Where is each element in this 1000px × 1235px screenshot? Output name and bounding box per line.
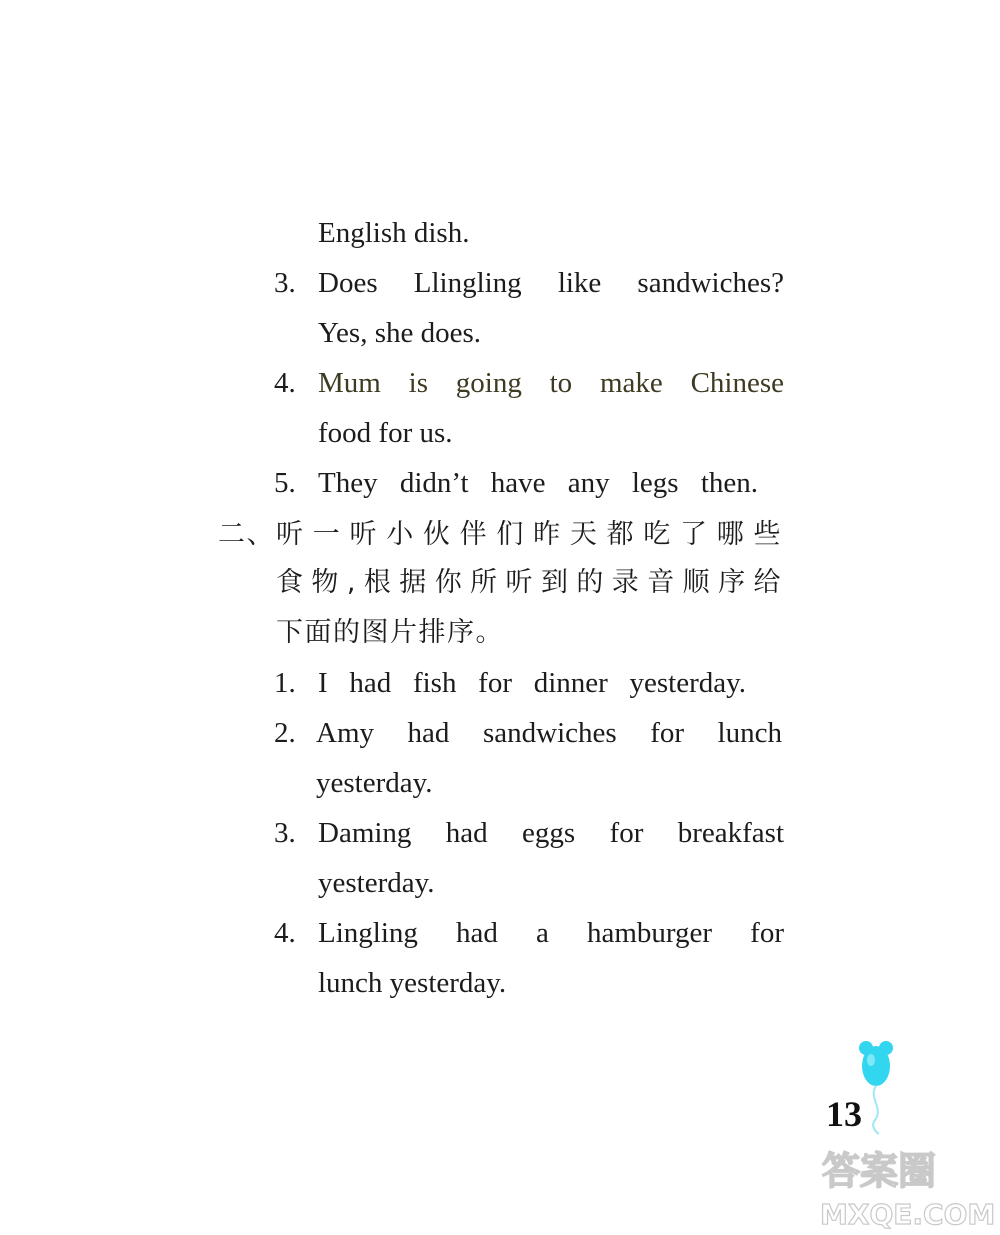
page-number: 13	[826, 1094, 862, 1134]
item-number-4: 4.	[274, 367, 296, 399]
transcript-line-1: I had fish for dinner yesterday.	[318, 667, 746, 699]
section-instruction-line-3: 下面的图片排序。	[276, 617, 504, 648]
item-number-1: 1.	[274, 667, 296, 699]
answer-line-3: Does Llingling like sandwiches?	[318, 267, 784, 299]
section-instruction-line-2: 食物,根据你所听到的录音顺序给	[276, 567, 782, 598]
answer-line-5: They didn’t have any legs then.	[318, 467, 758, 499]
item-number-5: 5.	[274, 467, 296, 499]
answer-line-4: Mum is going to make Chinese	[318, 367, 784, 399]
answer-line-3-reply: Yes, she does.	[318, 317, 482, 349]
item-number-3: 3.	[274, 267, 296, 299]
transcript-line-2: Amy had sandwiches for lunch	[316, 717, 782, 749]
item-number-2: 2.	[274, 717, 296, 749]
watermark-bottom-text: MXQE.COM	[820, 1198, 996, 1231]
answer-line-1-continued: English dish.	[318, 217, 470, 249]
transcript-line-3-continued: yesterday.	[318, 867, 435, 899]
answer-line-4-continued: food for us.	[318, 417, 453, 449]
watermark-top-text: 答案圈	[822, 1149, 937, 1193]
transcript-line-2-continued: yesterday.	[316, 767, 433, 799]
transcript-line-4-continued: lunch yesterday.	[318, 967, 507, 999]
watermark-logo	[818, 1140, 996, 1232]
item-number-3b: 3.	[274, 817, 296, 849]
item-number-4b: 4.	[274, 917, 296, 949]
transcript-line-3: Daming had eggs for breakfast	[318, 817, 784, 849]
section-number: 二、	[218, 519, 275, 550]
transcript-line-4: Lingling had a hamburger for	[318, 917, 784, 949]
section-instruction-line-1: 听一听小伙伴们昨天都吃了哪些	[276, 519, 782, 550]
mouse-icon	[856, 1036, 898, 1136]
